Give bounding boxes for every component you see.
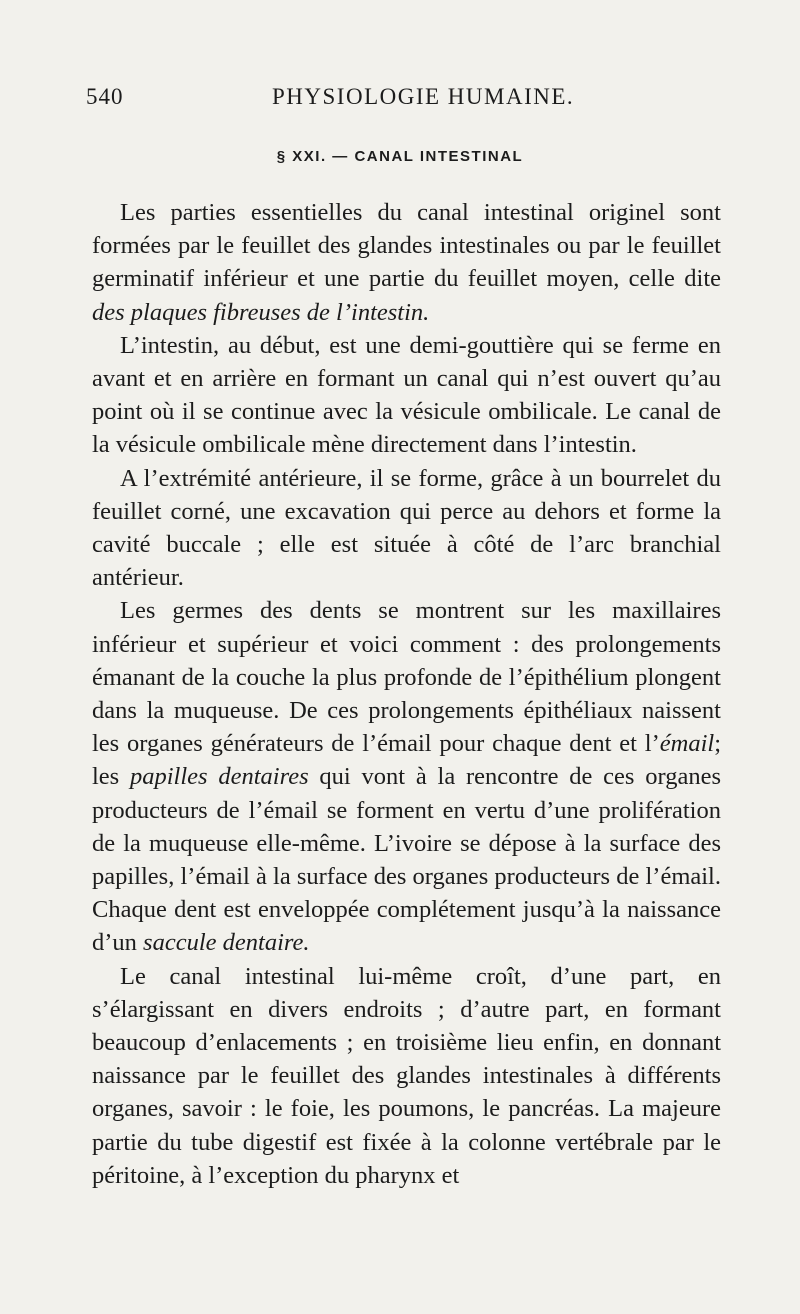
- body-text: [92, 196, 721, 1192]
- running-title: PHYSIOLOGIE HUMAINE.: [272, 84, 575, 109]
- paragraph-text: ; les: [92, 730, 721, 791]
- running-head: [86, 84, 726, 118]
- page-number: 540: [86, 84, 124, 109]
- paragraph-text: A l’extrémité antérieure, il se forme, grâce à un bourrelet du feuillet corné, une excavation qui perce au dehors et forme la cavité buccale ; elle est située à côté de l’arc branchial antérieur.: [92, 464, 721, 592]
- paragraph-text: qui vont à la rencontre de ces organes producteurs de l’émail se forment en vertu d’une prolifération de la muqueuse elle-même. L’ivoire se dépose à la surface des papilles, l’émail à la surface des organes producteurs de l’émail. Chaque dent est enveloppée complétement jusqu’à la naissance d’un: [92, 763, 721, 957]
- paragraph-text: Les parties essentielles du canal intestinal originel sont formées par le feuillet des glandes intestinales ou par le feuillet germinatif inférieur et une partie du feuillet moyen, celle dite: [92, 199, 721, 293]
- paragraph-text: Les germes des dents se montrent sur les maxillaires inférieur et supérieur et voici comment : des prolongements émanant de la couche la plus profonde de l’épithélium plongent dans la muqueuse. De ces prolongements épithéliaux naissent les organes générateurs de l’émail pour chaque dent et l’: [92, 597, 721, 758]
- section-heading: § XXI. — CANAL INTESTINAL: [276, 148, 524, 165]
- paragraph: [92, 196, 721, 329]
- paragraph: [92, 462, 721, 595]
- italic-term: saccule dentaire.: [143, 929, 310, 957]
- paragraph: [92, 594, 721, 959]
- paragraph: [92, 329, 721, 462]
- italic-term: papilles dentaires: [130, 763, 309, 791]
- paragraph-text: L’intestin, au début, est une demi-gouttière qui se ferme en avant et en arrière en formant un canal qui n’est ouvert qu’au point où il se continue avec la vésicule ombilicale. Le canal de la vésicule ombilicale mène directement dans l’intestin.: [92, 331, 721, 459]
- italic-term: émail: [659, 730, 715, 758]
- paragraph-text: Le canal intestinal lui-même croît, d’une part, en s’élargissant en divers endroits ; d’autre part, en formant beaucoup d’enlacements ; en troisième lieu enfin, en donnant naissance par le feuillet des glandes intestinales à différents organes, savoir : le foie, les poumons, le pancréas. La majeure partie du tube digestif est fixée à la colonne vertébrale par le péritoine, à l’exception du pharynx et: [92, 962, 721, 1189]
- italic-term: des plaques fibreuses de l’intestin.: [92, 298, 430, 326]
- paragraph: [92, 960, 721, 1192]
